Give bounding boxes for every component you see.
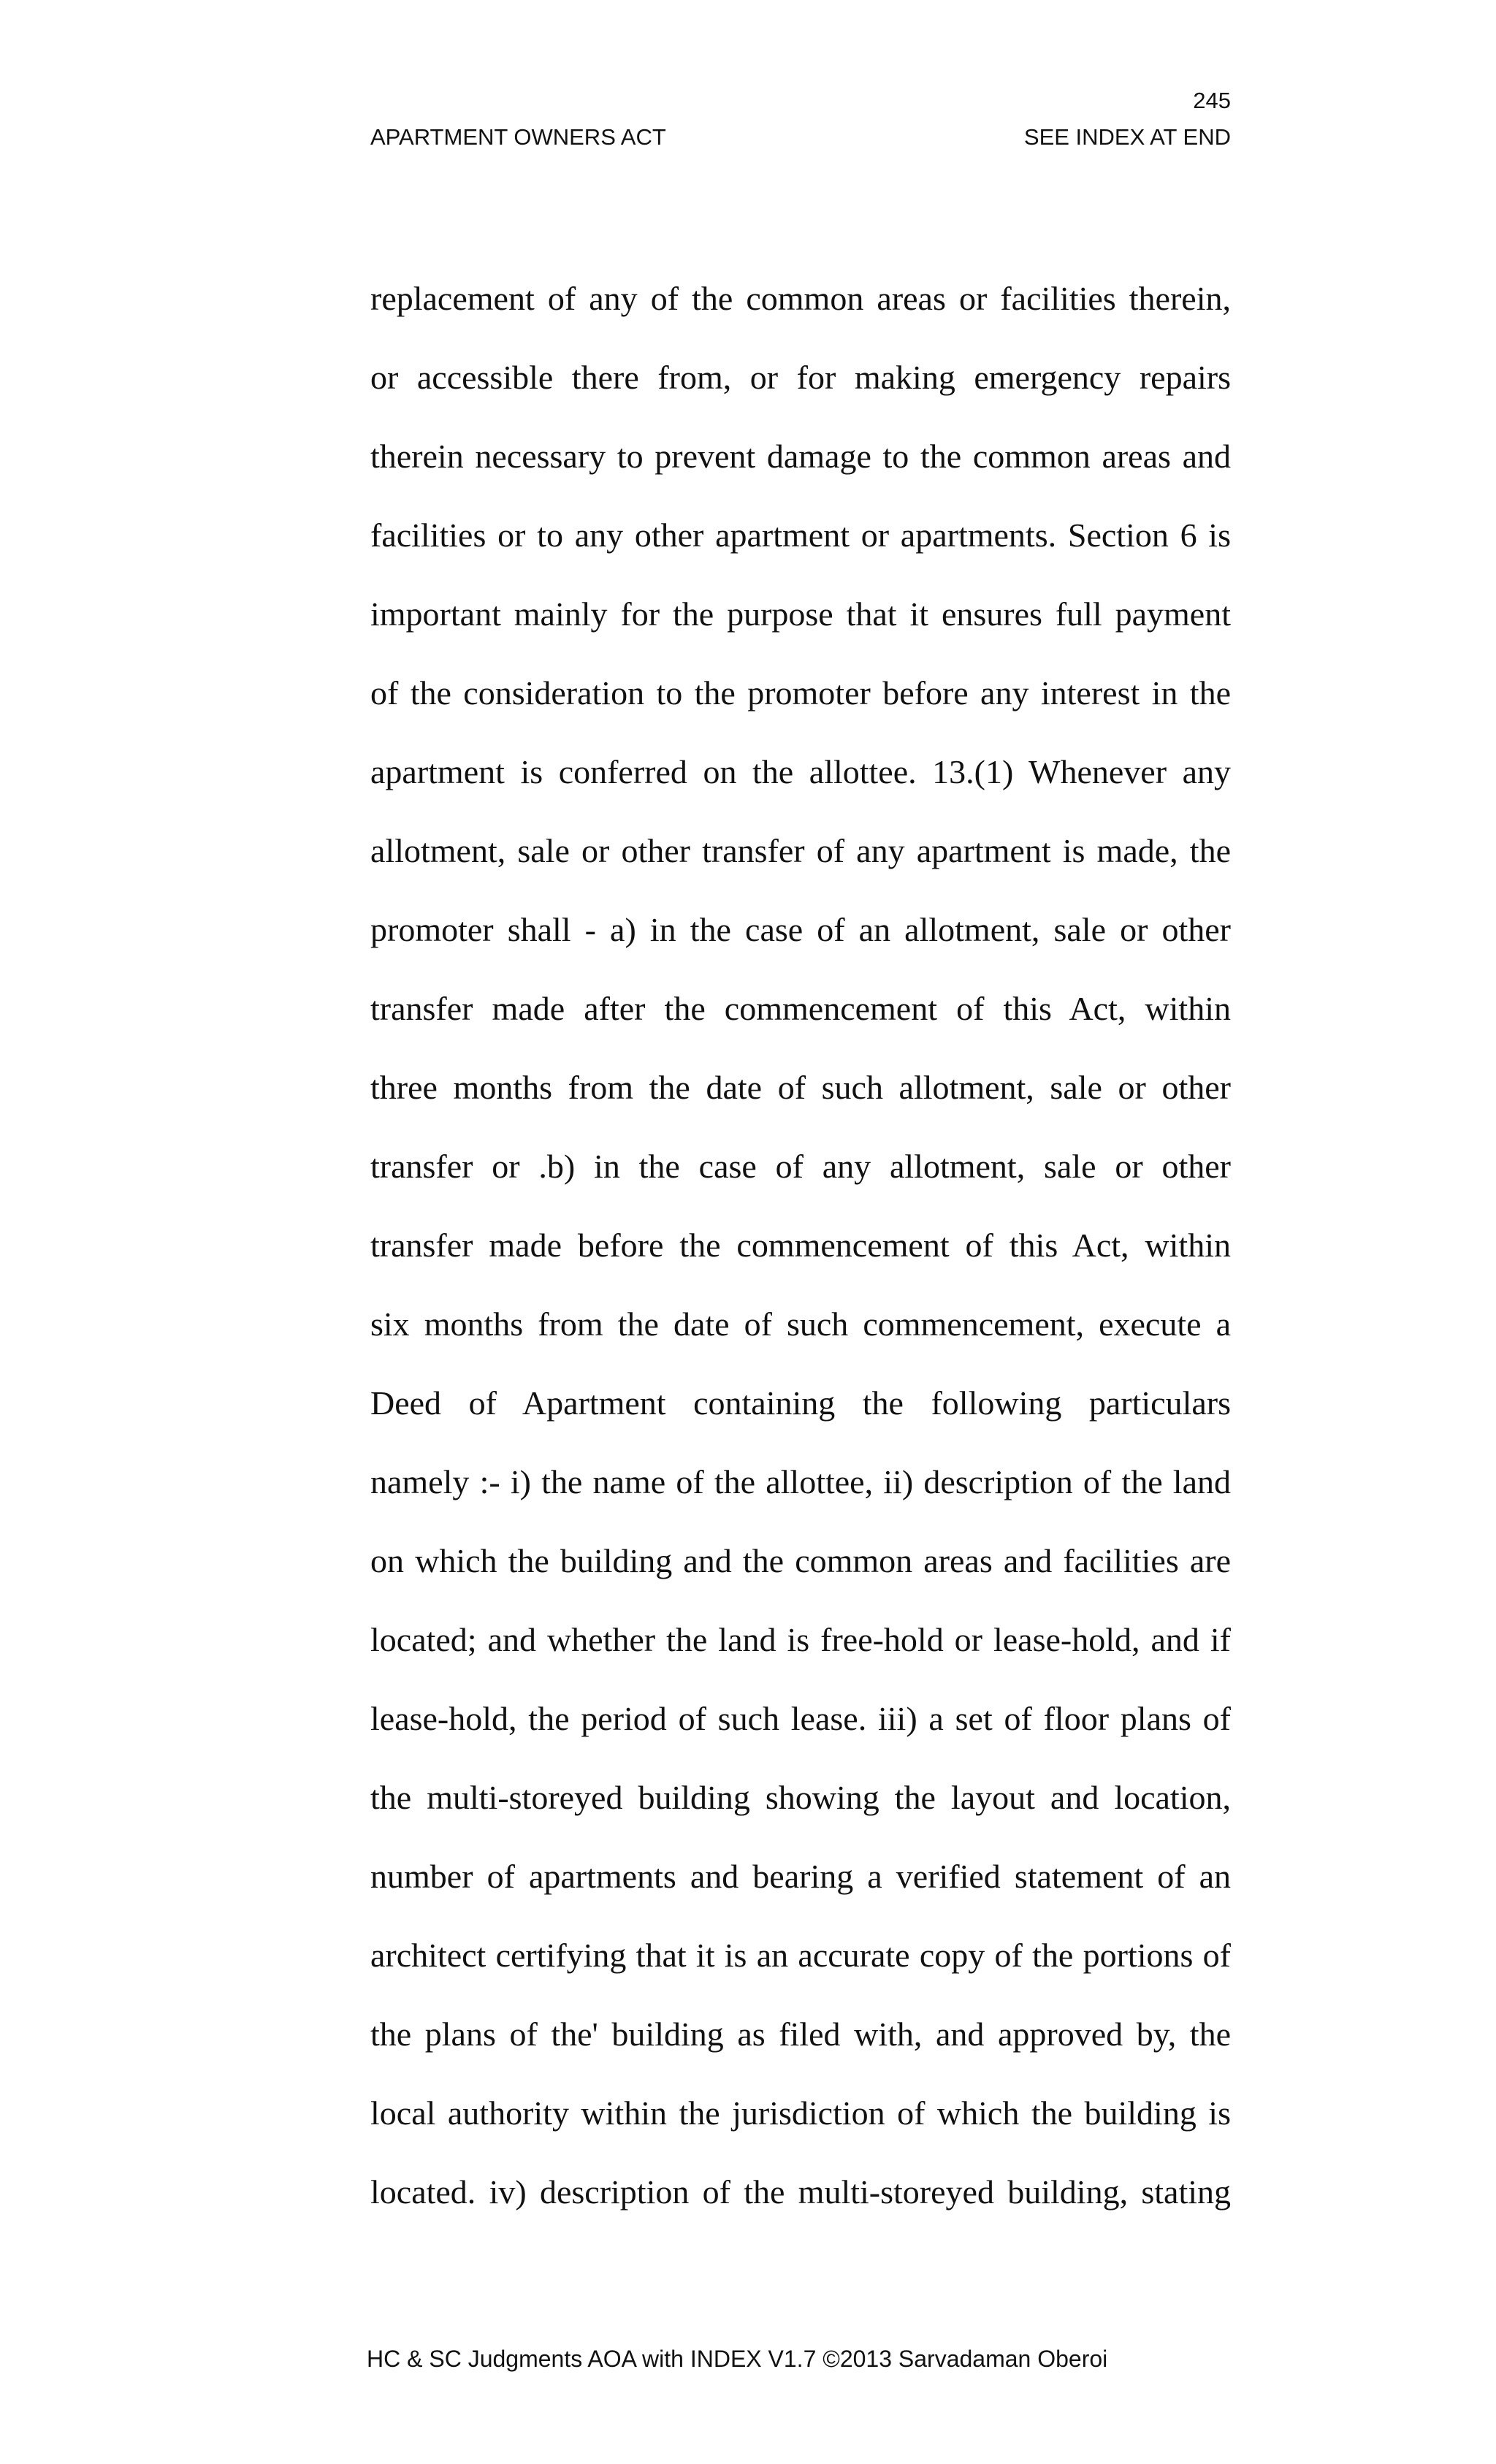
text-line: on which the building and the common areas and facilities are <box>370 1542 1231 1579</box>
text-line: important mainly for the purpose that it ensures full payment <box>370 595 1231 633</box>
text-line: transfer made after the commencement of this Act, within <box>370 990 1231 1027</box>
text-line: lease-hold, the period of such lease. iii) a set of floor plans of <box>370 1700 1231 1737</box>
body-text <box>370 259 1231 2232</box>
running-header <box>370 126 1231 148</box>
page-number: 245 <box>1193 88 1231 113</box>
text-line: promoter shall - a) in the case of an allotment, sale or other <box>370 911 1231 948</box>
text-line: located; and whether the land is free-hold or lease-hold, and if <box>370 1621 1231 1658</box>
text-line: three months from the date of such allotment, sale or other <box>370 1069 1231 1106</box>
text-line: Deed of Apartment containing the following particulars <box>370 1384 1231 1422</box>
text-line: architect certifying that it is an accurate copy of the portions of <box>370 1937 1231 1974</box>
text-line: allotment, sale or other transfer of any apartment is made, the <box>370 832 1231 869</box>
text-line: namely :- i) the name of the allottee, ii) description of the land <box>370 1463 1231 1500</box>
text-line: the plans of the' building as filed with, and approved by, the <box>370 2015 1231 2053</box>
text-line: transfer or .b) in the case of any allotment, sale or other <box>370 1148 1231 1185</box>
text-line: located. iv) description of the multi-storeyed building, stating <box>370 2173 1231 2211</box>
text-line: therein necessary to prevent damage to the common areas and <box>370 438 1231 475</box>
text-line: apartment is conferred on the allottee. 13.(1) Whenever any <box>370 753 1231 790</box>
text-line: replacement of any of the common areas or facilities therein, <box>370 280 1231 317</box>
text-line: six months from the date of such commencement, execute a <box>370 1305 1231 1343</box>
text-line: of the consideration to the promoter before any interest in the <box>370 674 1231 712</box>
text-line: number of apartments and bearing a verified statement of an <box>370 1858 1231 1895</box>
text-line: the multi-storeyed building showing the layout and location, <box>370 1779 1231 1816</box>
header-right-title: SEE INDEX AT END <box>1023 124 1231 150</box>
text-line: facilities or to any other apartment or apartments. Section 6 is <box>370 516 1231 554</box>
page-footer: HC & SC Judgments AOA with INDEX V1.7 ©2013 Sarvadaman Oberoi <box>367 2346 1108 2372</box>
text-line: or accessible there from, or for making emergency repairs <box>370 359 1231 396</box>
text-line: transfer made before the commencement of this Act, within <box>370 1227 1231 1264</box>
text-line: local authority within the jurisdiction of which the building is <box>370 2094 1231 2132</box>
header-left-title: APARTMENT OWNERS ACT <box>370 124 666 150</box>
